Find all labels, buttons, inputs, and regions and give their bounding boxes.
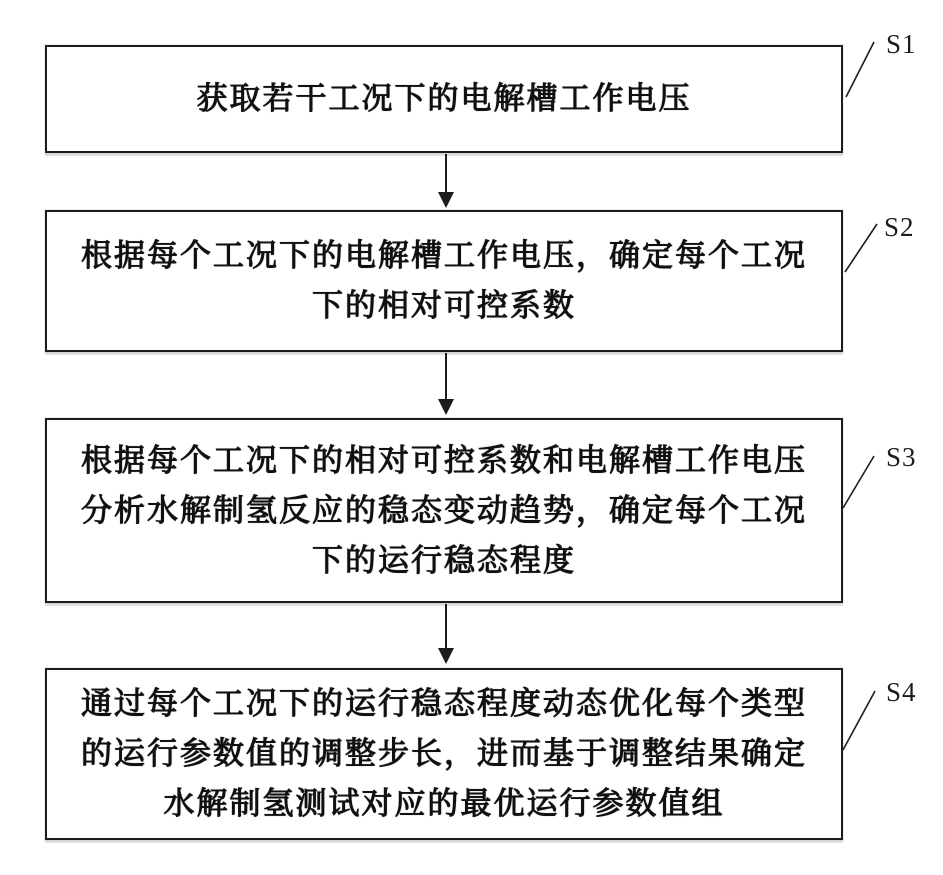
flow-step-2-text bbox=[47, 231, 841, 331]
leader-line-s4 bbox=[843, 691, 875, 750]
leader-line-s3 bbox=[843, 456, 874, 508]
flow-step-4-box bbox=[45, 668, 843, 840]
flow-step-1-text bbox=[47, 74, 841, 124]
text-line: 分析水解制氢反应的稳态变动趋势，确定每个工况 bbox=[81, 492, 807, 528]
arrow-step1-to-step2 bbox=[438, 154, 454, 208]
step-label-s3: S3 bbox=[886, 442, 917, 472]
text-line: 下的运行稳态程度 bbox=[312, 542, 576, 578]
text-line: 的运行参数值的调整步长，进而基于调整结果确定 bbox=[81, 736, 807, 771]
flow-step-2-box bbox=[45, 210, 843, 352]
text-line: 水解制氢测试对应的最优运行参数值组 bbox=[163, 786, 725, 821]
step-label-s4: S4 bbox=[886, 677, 917, 707]
step-label-s2: S2 bbox=[884, 212, 915, 242]
leader-line-s1 bbox=[846, 42, 874, 97]
text-line: 根据每个工况下的电解槽工作电压，确定每个工况 bbox=[81, 238, 807, 273]
arrow-step2-to-step3 bbox=[438, 353, 454, 415]
flow-step-3-text bbox=[47, 436, 841, 586]
text-line: 根据每个工况下的相对可控系数和电解槽工作电压 bbox=[81, 442, 807, 478]
text-line: 获取若干工况下的电解槽工作电压 bbox=[196, 81, 692, 116]
text-line: 通过每个工况下的运行稳态程度动态优化每个类型 bbox=[81, 686, 807, 721]
flow-step-1-box bbox=[45, 45, 843, 153]
arrow-step3-to-step4 bbox=[438, 604, 454, 664]
flow-step-4-text bbox=[47, 679, 841, 829]
leader-line-s2 bbox=[845, 224, 877, 272]
text-line: 下的相对可控系数 bbox=[312, 288, 576, 323]
step-label-s1: S1 bbox=[886, 29, 917, 59]
flow-step-3-box bbox=[45, 418, 843, 603]
